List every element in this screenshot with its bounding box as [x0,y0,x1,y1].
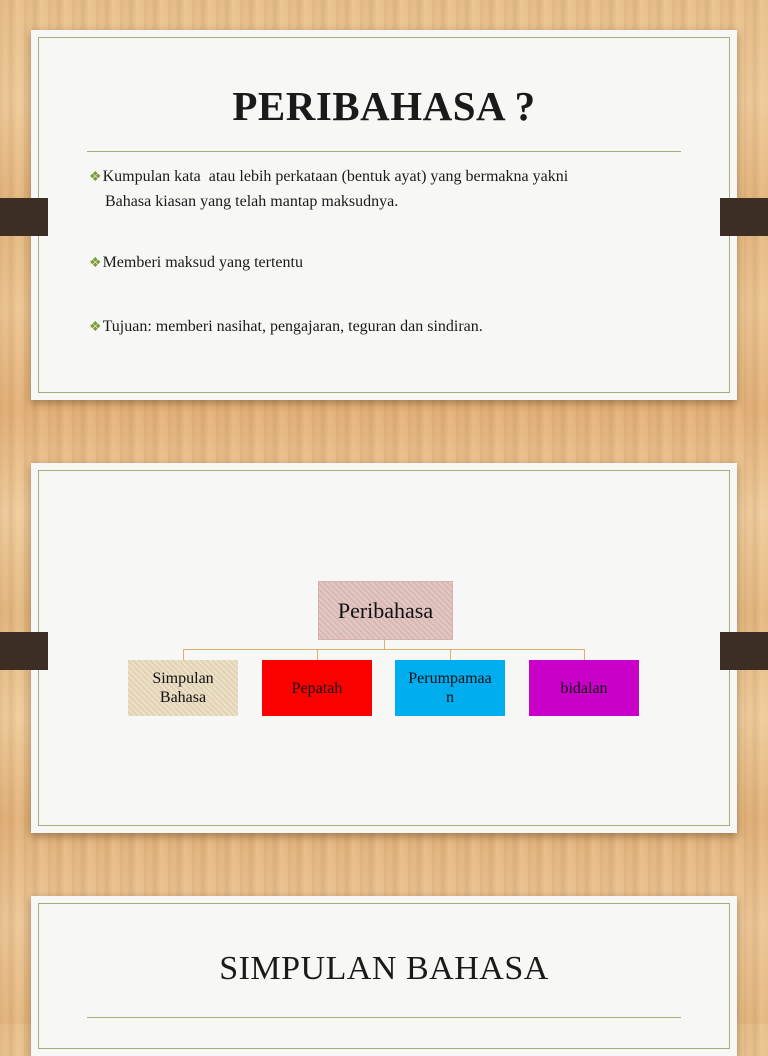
bullet-text: Kumpulan kata atau lebih perkataan (bentuk ayat) yang bermakna yakni [102,168,569,185]
node-label: bidalan [560,679,608,697]
diagram-node-perumpamaan [395,660,505,716]
root-label: Peribahasa [337,598,434,623]
slide-peribahasa-definition [31,30,737,400]
bullet-text: Memberi maksud yang tertentu [102,254,303,271]
page-divider-tab [720,632,768,670]
diagram-node-pepatah [262,660,372,716]
diamond-bullet-icon: ❖ [89,256,102,271]
title-divider [87,1017,681,1018]
bullet-text: Tujuan: memberi nasihat, pengajaran, teguran dan sindiran. [102,318,483,335]
diamond-bullet-icon: ❖ [89,170,102,185]
connector-line [584,649,585,660]
slide-title: PERIBAHASA ? [232,83,536,129]
connector-line [450,649,451,660]
node-label: Pepatah [291,679,343,697]
bullet-item [89,315,689,340]
diagram-node-bidalan [529,660,639,716]
page-divider-tab [0,198,48,236]
slide-title: SIMPULAN BAHASA [219,950,549,987]
diagram-root-node [318,581,453,640]
connector-line [183,649,585,650]
bullet-item [89,251,689,276]
page-divider-tab [0,632,48,670]
node-label: Simpulan Bahasa [152,670,214,706]
slide-simpulan-bahasa [31,896,737,1056]
diamond-bullet-icon: ❖ [89,320,102,335]
page-divider-tab [720,198,768,236]
connector-line [183,649,184,660]
connector-line [317,649,318,660]
bullet-item [89,165,689,214]
slide-peribahasa-diagram [31,463,737,833]
bullet-text-continued: Bahasa kiasan yang telah mantap maksudnya. [105,193,399,210]
node-label: Perumpamaa n [408,670,492,706]
diagram-node-simpulan-bahasa [128,660,238,716]
title-divider [87,151,681,152]
